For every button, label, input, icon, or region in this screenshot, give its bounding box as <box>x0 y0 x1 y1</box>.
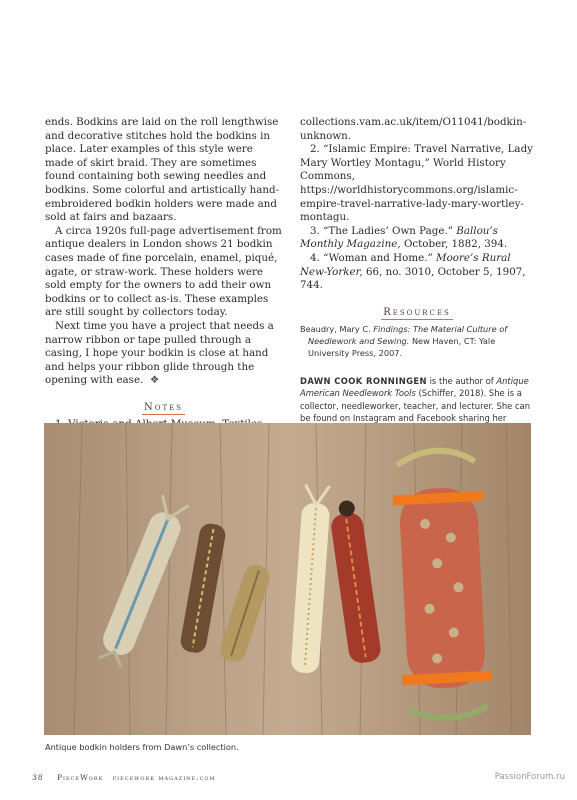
magazine-website: piecework magazine.com <box>112 773 216 782</box>
page-footer <box>32 773 216 782</box>
note-4: 4. “Woman and Home.” Moore’s Rural New-Yorker, 66, no. 3010, October 5, 1907, 744. <box>300 251 526 292</box>
body-paragraph: Next time you have a project that needs a narrow ribbon or tape pulled through a casing, I hope your bodkin is close at hand and helps your ribbon glide through the opening with ease. ❖ <box>45 319 274 387</box>
watermark: PassionForum.ru <box>494 772 565 782</box>
photo-caption: Antique bodkin holders from Dawn’s collection. <box>45 742 239 752</box>
magazine-name: PieceWork <box>56 773 104 782</box>
resources-heading: Resources <box>383 306 451 318</box>
note-1-continued: collections.vam.ac.uk/item/O11041/bodkin-unknown. <box>300 116 527 142</box>
page-number: 38 <box>32 773 44 782</box>
resource-entry: Beaudry, Mary C. Findings: The Material Culture of Needlework and Sewing. New Haven, CT: Yale University Press, 2007. <box>300 323 508 358</box>
right-column <box>300 116 534 450</box>
left-column <box>45 116 282 459</box>
body-paragraph: A circa 1920s full-page advertisement from antique dealers in London shows 21 bodkin cases made of fine porcelain, enamel, piqué, agate, or straw-work. These holders were sold empty for the owners to add their own bodkins or to collect as-is. These examples are still sought by collectors today. <box>45 224 282 319</box>
author-bio: DAWN COOK RONNINGEN is the author of Antique American Needlework Tools (Schiffer, 2018). She is a collector, needleworker, teacher, and lecturer. She can be found on Instagram and Facebook sharing her <box>300 375 530 424</box>
bodkin-holders-photo <box>44 423 531 735</box>
note-3: 3. “The Ladies’ Own Page.” Ballou’s Monthly Magazine, October, 1882, 394. <box>300 224 508 251</box>
notes-heading: Notes <box>143 401 184 413</box>
note-2: 2. “Islamic Empire: Travel Narrative, Lady Mary Wortley Montagu,” World History Commons, https://worldhistorycommons.org/islamic-empire-travel-narrative-lady-mary-wortley-montagu. <box>300 143 533 224</box>
author-name: DAWN COOK RONNINGEN <box>300 375 427 386</box>
body-paragraph: ends. Bodkins are laid on the roll lengthwise and decorative stitches hold the bodkins in place. Later examples of this style were made of skirt braid. They are sometimes found containing both sewing needles and bodkins. Some colorful and artistically hand-embroidered bodkin holders were made and sold at fairs and bazaars. <box>45 116 280 224</box>
end-mark-icon: ❖ <box>149 374 160 387</box>
